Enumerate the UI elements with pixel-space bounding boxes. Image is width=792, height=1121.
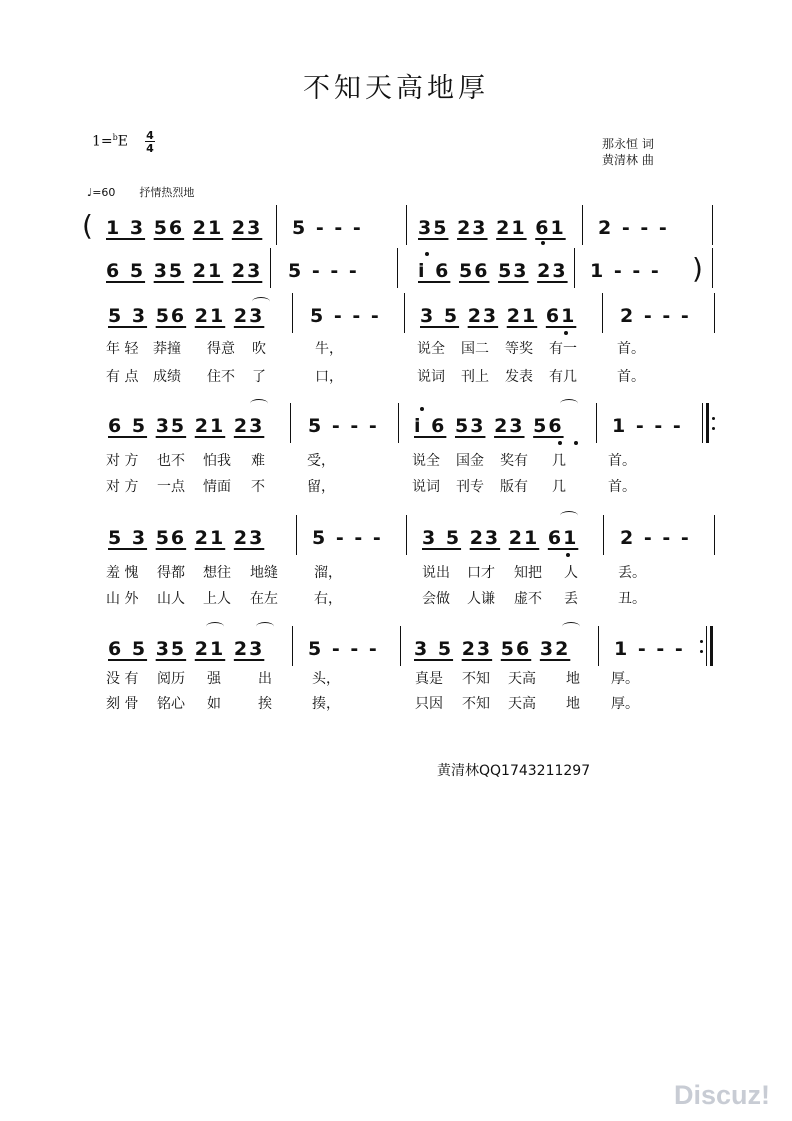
note-group: 56 (155, 527, 187, 549)
note-group: 53 (498, 260, 529, 282)
barline (406, 205, 407, 245)
repeat-dot (712, 417, 715, 420)
note-group: 53 (454, 415, 486, 437)
time-top: 4 (146, 129, 154, 142)
note-group: 61 (547, 527, 579, 549)
tie (562, 622, 580, 631)
lyric-word: 受， (307, 453, 335, 469)
lyric-word: 虚不 (514, 591, 542, 607)
barline (598, 626, 599, 666)
note-group: 56 (458, 260, 490, 282)
note-group: i 6 (414, 415, 447, 437)
lyric-word: 只因 (415, 696, 443, 712)
lyric-word: 没 有 (106, 671, 139, 687)
composer: 黄清林 曲 (602, 153, 654, 167)
low-octave-dot (541, 241, 545, 245)
tie (256, 622, 274, 631)
barline (397, 248, 398, 288)
lyric-word: 天高 (508, 696, 536, 712)
high-octave-dot (425, 252, 429, 256)
lyric-word: 等奖 (505, 341, 533, 357)
note-group: 61 (545, 305, 577, 327)
lyric-word: 地 (566, 671, 580, 687)
lyric-word: 也不 (157, 453, 185, 469)
note-group: 35 (155, 638, 187, 660)
lyric-word: 吹 (252, 341, 266, 357)
lyric-word: 溜， (314, 565, 342, 581)
lyric-word: 想往 (203, 565, 231, 581)
lyric-word: 在左 (250, 591, 278, 607)
barline (276, 205, 277, 245)
lyric-word: 山人 (157, 591, 185, 607)
lyric-word: 出 (258, 671, 272, 687)
note-group: 23 (233, 638, 265, 660)
lyric-word: 头， (312, 671, 340, 687)
lyric-line (0, 668, 792, 688)
lyric-word: 难 (251, 453, 265, 469)
note-group: 21 (194, 527, 226, 549)
lyric-word: 刻 骨 (106, 696, 139, 712)
lyric-word: 揍， (312, 696, 340, 712)
lyric-word: 说词 (417, 369, 445, 385)
lyric-word: 一点 (157, 479, 185, 495)
note-group: 23 (233, 305, 265, 327)
time-bottom: 4 (146, 142, 154, 155)
lyric-word: 怕我 (203, 453, 231, 469)
lyric-word: 如 (207, 696, 221, 712)
lyric-word: 对 方 (106, 479, 139, 495)
barline (400, 626, 401, 666)
lyricist: 那永恒 词 (602, 137, 654, 151)
lyric-word: 右， (314, 591, 342, 607)
intro-line-1 (0, 205, 792, 245)
note-group: 21 (508, 527, 540, 549)
note-group: 5 - - - (308, 415, 379, 437)
lyric-word: 发表 (505, 369, 533, 385)
open-paren: ( (82, 209, 93, 242)
note-group: 3 5 (414, 638, 454, 660)
lyric-word: 地 (566, 696, 580, 712)
barline (404, 293, 405, 333)
lyric-word: 说全 (417, 341, 445, 357)
note-group: 2 - - - (598, 217, 669, 239)
note-group: 21 (194, 305, 226, 327)
note-group: 23 (457, 217, 488, 239)
note-group: 23 (494, 415, 525, 437)
note-group: 23 (231, 260, 263, 282)
note-group: 5 - - - (308, 638, 379, 660)
tie (560, 511, 578, 520)
watermark-logo: Discuz! (674, 1080, 771, 1110)
intro-line-2 (0, 248, 792, 288)
note-group: 56 (155, 305, 187, 327)
lyric-word: 得意 (207, 341, 235, 357)
lyric-word: 天高 (508, 671, 536, 687)
note-group: 2 - - - (620, 527, 691, 549)
close-paren: ) (692, 252, 703, 285)
lyric-word: 首。 (617, 369, 645, 385)
note-group: 56 (533, 415, 564, 437)
key-signature (92, 133, 128, 150)
note-group: 23 (233, 415, 265, 437)
lyric-word: 山 外 (106, 591, 139, 607)
barline (714, 515, 715, 555)
note-group: 1 - - - (614, 638, 685, 660)
lyric-line (0, 338, 792, 358)
barline (602, 293, 603, 333)
end-barline (706, 626, 707, 666)
note-group: 23 (461, 638, 493, 660)
lyric-word: 不知 (462, 671, 490, 687)
repeat-barline (702, 403, 703, 443)
lyric-word: 莽撞 (153, 341, 181, 357)
note-group: 5 - - - (312, 527, 383, 549)
note-group: 56 (500, 638, 532, 660)
note-group: 3 5 (422, 527, 462, 549)
note-group: 5 3 (108, 527, 148, 549)
lyric-word: 人谦 (467, 591, 495, 607)
lyric-line (0, 693, 792, 713)
lyric-word: 首。 (617, 341, 645, 357)
lyric-word: 厚。 (611, 696, 639, 712)
lyric-word: 口才 (467, 565, 495, 581)
barline (296, 515, 297, 555)
tempo-value: ♩=60 (87, 186, 116, 199)
barline (398, 403, 399, 443)
lyric-line (0, 562, 792, 582)
note-group: 5 - - - (288, 260, 359, 282)
barline (290, 403, 291, 443)
lyric-word: 对 方 (106, 453, 139, 469)
lyric-word: 真是 (415, 671, 443, 687)
lyric-word: 阅历 (157, 671, 185, 687)
lyric-word: 不 (251, 479, 265, 495)
lyric-word: 留， (307, 479, 335, 495)
note-group: 6 5 (106, 260, 146, 282)
lyric-word: 人 (564, 565, 578, 581)
lyric-word: 铭心 (157, 696, 185, 712)
lyric-word: 挨 (258, 696, 272, 712)
note-group: 1 - - - (612, 415, 683, 437)
note-group: 23 (231, 217, 263, 239)
note-group: i 6 (418, 260, 451, 282)
lyric-word: 版有 (500, 479, 528, 495)
note-group: 21 (192, 260, 224, 282)
note-group: 5 3 (108, 305, 148, 327)
expression-marking: 抒情热烈地 (139, 186, 195, 199)
lyric-word: 有几 (549, 369, 577, 385)
lyric-word: 年 轻 (106, 341, 139, 357)
note-group: 23 (467, 305, 499, 327)
note-group: 23 (469, 527, 501, 549)
note-group: 2 - - - (620, 305, 691, 327)
note-group: 23 (537, 260, 568, 282)
lyric-word: 会做 (422, 591, 450, 607)
note-group: 21 (506, 305, 538, 327)
lyric-word: 丢。 (618, 565, 646, 581)
note-group: 23 (233, 527, 265, 549)
note-group: 1 3 (106, 217, 146, 239)
note-group: 35 (155, 415, 187, 437)
note-group: 3 5 (420, 305, 460, 327)
low-octave-dot (564, 331, 568, 335)
lyric-word: 说全 (412, 453, 440, 469)
note-group: 32 (539, 638, 571, 660)
tie (250, 399, 268, 408)
lyric-word: 上人 (203, 591, 231, 607)
credits (602, 136, 654, 168)
note-group: 21 (496, 217, 527, 239)
lyric-word: 奖有 (500, 453, 528, 469)
verse-line-2 (0, 403, 792, 443)
lyric-word: 国金 (456, 453, 484, 469)
lyric-word: 首。 (608, 479, 636, 495)
lyric-word: 刊专 (456, 479, 484, 495)
lyric-word: 有 点 (106, 369, 139, 385)
barline (714, 293, 715, 333)
lyric-word: 羞 愧 (106, 565, 139, 581)
low-octave-dot (558, 441, 562, 445)
barline (574, 248, 575, 288)
barline (406, 515, 407, 555)
low-octave-dot (574, 441, 578, 445)
composer-signature: 黄清林QQ1743211297 (437, 763, 591, 779)
lyric-word: 得都 (157, 565, 185, 581)
barline (603, 515, 604, 555)
lyric-word: 成绩 (153, 369, 181, 385)
lyric-line (0, 588, 792, 608)
note-group: 35 (418, 217, 449, 239)
lyric-word: 有一 (549, 341, 577, 357)
repeat-barline (706, 403, 709, 443)
key-note: E (117, 133, 128, 150)
lyric-word: 几 (552, 453, 566, 469)
lyric-word: 不知 (462, 696, 490, 712)
note-group: 56 (153, 217, 185, 239)
flat-sign: b (112, 133, 118, 142)
barline (582, 205, 583, 245)
barline (712, 248, 713, 288)
lyric-word: 地缝 (250, 565, 278, 581)
lyric-word: 首。 (608, 453, 636, 469)
barline (270, 248, 271, 288)
tie (560, 399, 578, 408)
note-group: 6 5 (108, 415, 148, 437)
lyric-word: 国二 (461, 341, 489, 357)
time-signature (145, 131, 155, 154)
barline (292, 293, 293, 333)
lyric-word: 说词 (412, 479, 440, 495)
note-group: 5 - - - (310, 305, 381, 327)
lyric-word: 几 (552, 479, 566, 495)
high-octave-dot (420, 407, 424, 411)
page-title: 不知天高地厚 (303, 73, 489, 104)
lyric-word: 情面 (203, 479, 231, 495)
note-group: 1 - - - (590, 260, 661, 282)
note-group: 21 (194, 415, 226, 437)
repeat-dot (712, 427, 715, 430)
note-group: 61 (535, 217, 566, 239)
lyric-word: 住不 (207, 369, 235, 385)
repeat-dot (700, 640, 703, 643)
verse-line-1 (0, 293, 792, 333)
note-group: 35 (153, 260, 185, 282)
lyric-word: 了 (252, 369, 266, 385)
barline (596, 403, 597, 443)
lyric-word: 牛， (315, 341, 343, 357)
lyric-line (0, 450, 792, 470)
lyric-word: 丑。 (618, 591, 646, 607)
note-group: 6 5 (108, 638, 148, 660)
lyric-line (0, 366, 792, 386)
note-group: 5 - - - (292, 217, 363, 239)
lyric-word: 厚。 (611, 671, 639, 687)
lyric-word: 刊上 (461, 369, 489, 385)
lyric-line (0, 476, 792, 496)
note-group: 21 (192, 217, 224, 239)
lyric-word: 知把 (514, 565, 542, 581)
lyric-word: 强 (207, 671, 221, 687)
verse-line-3 (0, 515, 792, 555)
lyric-word: 口， (315, 369, 343, 385)
end-barline (710, 626, 713, 666)
barline (712, 205, 713, 245)
tie (206, 622, 224, 631)
note-group: 21 (194, 638, 226, 660)
barline (292, 626, 293, 666)
repeat-dot (700, 650, 703, 653)
low-octave-dot (566, 553, 570, 557)
verse-line-4 (0, 626, 792, 666)
key-prefix: 1= (92, 133, 113, 150)
lyric-word: 说出 (422, 565, 450, 581)
tempo-marking (87, 184, 194, 200)
lyric-word: 丢 (564, 591, 578, 607)
